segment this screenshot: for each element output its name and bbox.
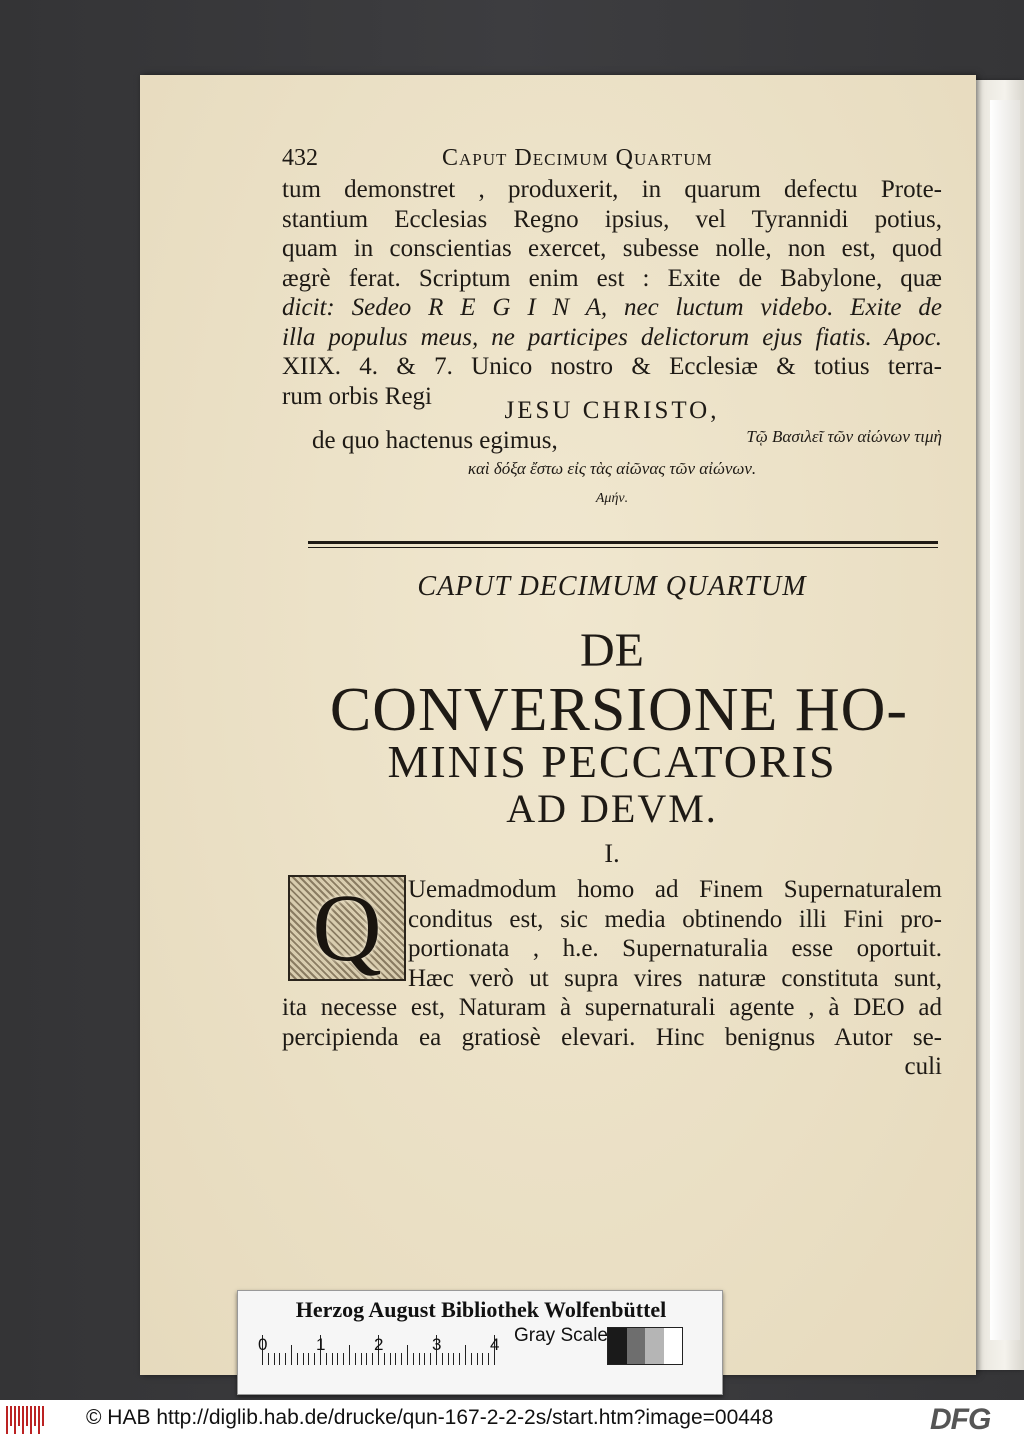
heading-line-1: CONVERSIONE HO-: [329, 676, 909, 744]
text-line: XIIX. 4. & 7. Unico nostro & Ecclesiæ & totius terra-: [282, 353, 942, 380]
greek-line-1: Τῷ Βασιλεῖ τῶν αἰώνων τιμὴ: [746, 427, 942, 446]
text-line: tum demonstret , produxerit, in quarum defectu Prote-: [282, 176, 942, 203]
ruler-tick: [303, 1353, 304, 1365]
footer-link[interactable]: © HAB http://diglib.hab.de/drucke/qun-167-2-2-2s/start.htm?image=00448: [86, 1406, 774, 1429]
calibration-card: [237, 1290, 723, 1395]
ruler-tick: [413, 1353, 414, 1365]
card-title: Herzog August Bibliothek Wolfenbüttel: [295, 1297, 667, 1322]
gray-swatch: [664, 1328, 683, 1364]
ruler-tick: [366, 1353, 367, 1365]
heading-line-2: MINIS PECCATORIS: [387, 736, 837, 787]
ruler-tick: [332, 1353, 333, 1365]
ruler-tick: [337, 1353, 338, 1365]
ruler-tick: [268, 1353, 269, 1365]
ruler-tick: [401, 1353, 402, 1365]
gray-swatches: [607, 1327, 683, 1365]
ruler-tick: [442, 1353, 443, 1365]
footer-bar: [0, 1400, 1024, 1440]
ruler-tick: [419, 1353, 420, 1365]
text-line: ægrè ferat. Scriptum enim est : Exite de Babylone, quæ: [282, 264, 942, 292]
body-text: [282, 175, 942, 411]
ruler-tick: [384, 1353, 385, 1365]
scale-ruler: [262, 1331, 512, 1365]
ruler-tick: [361, 1353, 362, 1365]
ruler-number: 1: [316, 1335, 326, 1354]
next-page-edge: [976, 80, 1024, 1370]
text-line: stantium Ecclesias Regno ipsius, vel Tyrannidi potius,: [282, 205, 942, 233]
ruler-tick: [471, 1353, 472, 1365]
ruler-tick: [291, 1345, 292, 1365]
ruler-number: 0: [258, 1335, 268, 1354]
page-number: 432: [282, 145, 318, 171]
ruler-tick: [343, 1353, 344, 1365]
book-page: [140, 75, 976, 1375]
gray-swatch: [608, 1328, 627, 1364]
ruler-tick: [274, 1353, 275, 1365]
running-head-title: Caput Decimum Quartum: [442, 145, 713, 171]
gray-swatch: [645, 1328, 664, 1364]
ruler-tick: [349, 1345, 350, 1365]
ruler-number: 3: [432, 1335, 442, 1354]
amen-line: Αμήν.: [595, 491, 629, 506]
chapter-title: CAPUT DECIMUM QUARTUM: [417, 571, 807, 602]
ruler-tick: [453, 1353, 454, 1365]
ruler-tick: [448, 1353, 449, 1365]
ruler-tick: [424, 1353, 425, 1365]
ruler-number: 2: [374, 1335, 384, 1354]
ruler-tick: [477, 1353, 478, 1365]
logo-bar: [6, 1406, 8, 1434]
ruler-tick: [407, 1345, 408, 1365]
text-line: ita necesse est, Naturam à supernaturali agente , à DEO ad: [282, 994, 942, 1021]
heading-de: DE: [580, 624, 644, 677]
logo-bar: [30, 1406, 32, 1434]
text-line: conditus est, sic media obtinendo illi Fini pro-: [408, 905, 942, 933]
initial-letter: Q: [312, 874, 382, 981]
logo-bar: [26, 1406, 28, 1426]
gray-swatch: [627, 1328, 646, 1364]
ruler-tick: [279, 1353, 280, 1365]
text-line: rum orbis Regi: [282, 382, 432, 410]
ruler-tick: [308, 1353, 309, 1365]
paragraph: [282, 875, 942, 1082]
logo-bar: [10, 1406, 12, 1426]
ruler-number: 4: [490, 1335, 500, 1354]
section-number: I.: [604, 839, 620, 868]
ruler-tick: [395, 1353, 396, 1365]
text-line: culi: [904, 1053, 942, 1080]
logo-bar: [42, 1406, 44, 1426]
logo-bar: [18, 1406, 20, 1426]
text-line: dicit: Sedeo R E G I N A, nec luctum videbo. Exite de: [282, 294, 942, 321]
text-line: quam in conscientias exercet, subesse nolle, non est, quod: [282, 235, 942, 262]
hab-logo-icon: [6, 1406, 46, 1434]
heading-line-3: AD DEVM.: [506, 786, 718, 831]
page-edge-highlight: [990, 100, 1020, 1340]
de-quo-line: de quo hactenus egimus,: [312, 427, 558, 454]
name-line: JESU CHRISTO,: [504, 397, 720, 424]
ruler-tick: [465, 1345, 466, 1365]
ruler-tick: [355, 1353, 356, 1365]
ruler-tick: [297, 1353, 298, 1365]
ruler-tick: [285, 1353, 286, 1365]
text-line: illa populus meus, ne participes delictorum ejus fiatis. Apoc.: [282, 323, 942, 351]
ruler-tick: [390, 1353, 391, 1365]
text-line: Hæc verò ut supra vires naturæ constituta sunt,: [408, 964, 942, 992]
section-rule-thin: [308, 547, 938, 548]
gray-scale-label: Gray Scale: [514, 1325, 608, 1346]
logo-bar: [34, 1406, 36, 1426]
ruler-tick: [326, 1353, 327, 1365]
text-line: portionata , h.e. Supernaturalia esse oportuit.: [408, 935, 942, 962]
text-line: percipienda ea gratiosè elevari. Hinc benignus Autor se-: [282, 1023, 942, 1051]
ruler-tick: [482, 1353, 483, 1365]
greek-line-2: καὶ δόξα ἔστω εἰς τὰς αἰῶνας τῶν αἰώνων.: [467, 459, 757, 478]
section-rule: [308, 541, 938, 544]
text-line: Uemadmodum homo ad Finem Supernaturalem: [408, 876, 942, 903]
logo-bar: [38, 1406, 40, 1434]
dfg-logo: DFG: [930, 1403, 991, 1436]
logo-bar: [22, 1406, 24, 1434]
logo-bar: [14, 1406, 16, 1434]
ruler-tick: [459, 1353, 460, 1365]
